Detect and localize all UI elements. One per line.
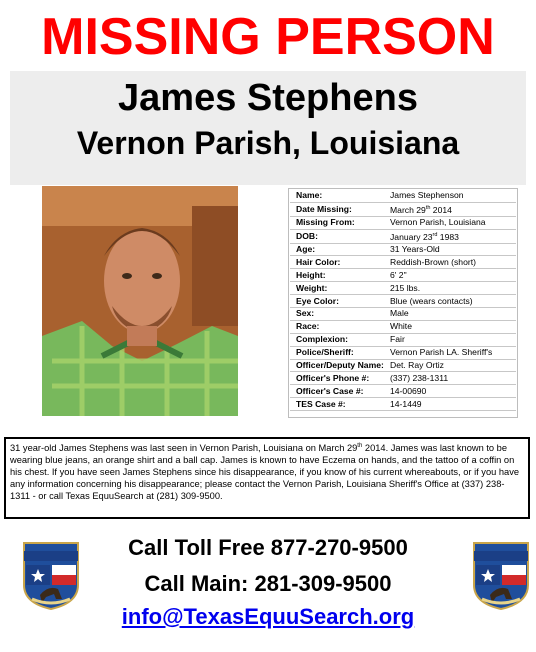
details-label: Sex:: [290, 307, 384, 320]
details-label: Date Missing:: [290, 202, 384, 216]
portrait-photo: [42, 186, 238, 416]
details-value-text: Det. Ray Ortiz: [390, 359, 444, 370]
details-row: [290, 256, 516, 269]
details-label: Race:: [290, 320, 384, 333]
details-value-text: 14-1449: [390, 398, 422, 409]
details-row: [290, 216, 516, 229]
details-label: DOB:: [290, 229, 384, 243]
details-value-text: Male: [390, 308, 409, 319]
details-value-text: 14-00690: [390, 385, 427, 396]
details-value-text: January 23: [390, 231, 433, 242]
details-label: Hair Color:: [290, 256, 384, 269]
details-value-text: (337) 238-1311: [390, 372, 449, 383]
details-value-text: James Stephenson: [390, 190, 464, 201]
details-value: [384, 398, 516, 411]
details-value: [384, 295, 516, 308]
details-value-text: Vernon Parish, Louisiana: [390, 217, 486, 228]
details-row: [290, 333, 516, 346]
details-value: [384, 229, 516, 243]
details-row: [290, 372, 516, 385]
details-row: [290, 346, 516, 359]
details-label: Missing From:: [290, 216, 384, 229]
details-row: [290, 320, 516, 333]
details-value: [384, 372, 516, 385]
main-phone-line: Call Main: 281-309-9500: [144, 571, 392, 596]
details-value-text: White: [390, 321, 412, 332]
details-value: [384, 190, 516, 202]
details-value-text: Vernon Parish LA. Sheriff's: [390, 347, 493, 358]
details-value-text: 6' 2": [390, 269, 407, 280]
toll-free-line: Call Toll Free 877-270-9500: [128, 535, 408, 560]
details-row: [290, 229, 516, 243]
details-value: [384, 256, 516, 269]
details-row: [290, 295, 516, 308]
description-sup: th: [357, 443, 363, 449]
details-value: [384, 269, 516, 282]
details-label: Officer's Phone #:: [290, 372, 384, 385]
details-row: [290, 385, 516, 398]
details-value-sup: rd: [432, 231, 438, 238]
details-row: [290, 359, 516, 372]
details-value-text: 215 lbs.: [390, 282, 421, 293]
details-label: Height:: [290, 269, 384, 282]
details-value: [384, 333, 516, 346]
description-text-2: 2014. James was last known to be wearing blue jeans, an orange shirt and a ball cap. James is known to have Eczema on hands, and the tattoo of a coffin on his chest. If you have seen James Stephens since his disappearance, if you know of his current whereabouts, or if you have any information concerning his disappearance; please contact the Vernon Parish, Louisiana Sheriff's Office at (337) 238-1311 - or call Texas EquuSearch at (281) 309-9500.: [10, 443, 520, 502]
details-label: Name:: [290, 190, 384, 202]
details-label: Police/Sheriff:: [290, 346, 384, 359]
person-name: James Stephens: [118, 77, 418, 119]
details-label: Officer's Case #:: [290, 385, 384, 398]
details-value-text: Reddish-Brown (short): [390, 256, 476, 267]
details-row: [290, 282, 516, 295]
description-text-1: 31 year-old James Stephens was last seen in Vernon Parish, Louisiana on March 29: [10, 443, 358, 454]
details-value-text: Fair: [390, 334, 405, 345]
details-value-text: Blue (wears contacts): [390, 295, 473, 306]
details-value: [384, 243, 516, 256]
details-value: [384, 320, 516, 333]
details-label: Weight:: [290, 282, 384, 295]
details-value-text: March 29: [390, 204, 426, 215]
details-label: Complexion:: [290, 333, 384, 346]
details-label: Officer/Deputy Name:: [290, 359, 384, 372]
poster-title: MISSING PERSON: [41, 8, 495, 66]
person-location: Vernon Parish, Louisiana: [76, 125, 460, 161]
name-banner: [10, 71, 526, 185]
details-value: [384, 282, 516, 295]
details-value-sup: th: [425, 204, 431, 211]
details-row: [290, 307, 516, 320]
texas-equusearch-badge-right-icon: [472, 541, 530, 611]
details-value: [384, 385, 516, 398]
details-value: [384, 307, 516, 320]
details-label: Eye Color:: [290, 295, 384, 308]
details-value: [384, 202, 516, 216]
details-label: TES Case #:: [290, 398, 384, 411]
details-value: [384, 216, 516, 229]
details-value: [384, 346, 516, 359]
details-table: [288, 188, 518, 418]
details-label: Age:: [290, 243, 384, 256]
details-value-text: 31 Years-Old: [390, 243, 440, 254]
details-row: [290, 190, 516, 202]
details-value-after: 1983: [437, 231, 459, 242]
details-row: [290, 243, 516, 256]
description-box: [4, 437, 530, 519]
details-row: [290, 398, 516, 411]
details-value: [384, 359, 516, 372]
email-link[interactable]: info@TexasEquuSearch.org: [121, 604, 415, 629]
details-row: [290, 269, 516, 282]
details-row: [290, 202, 516, 216]
details-value-after: 2014: [430, 204, 452, 215]
